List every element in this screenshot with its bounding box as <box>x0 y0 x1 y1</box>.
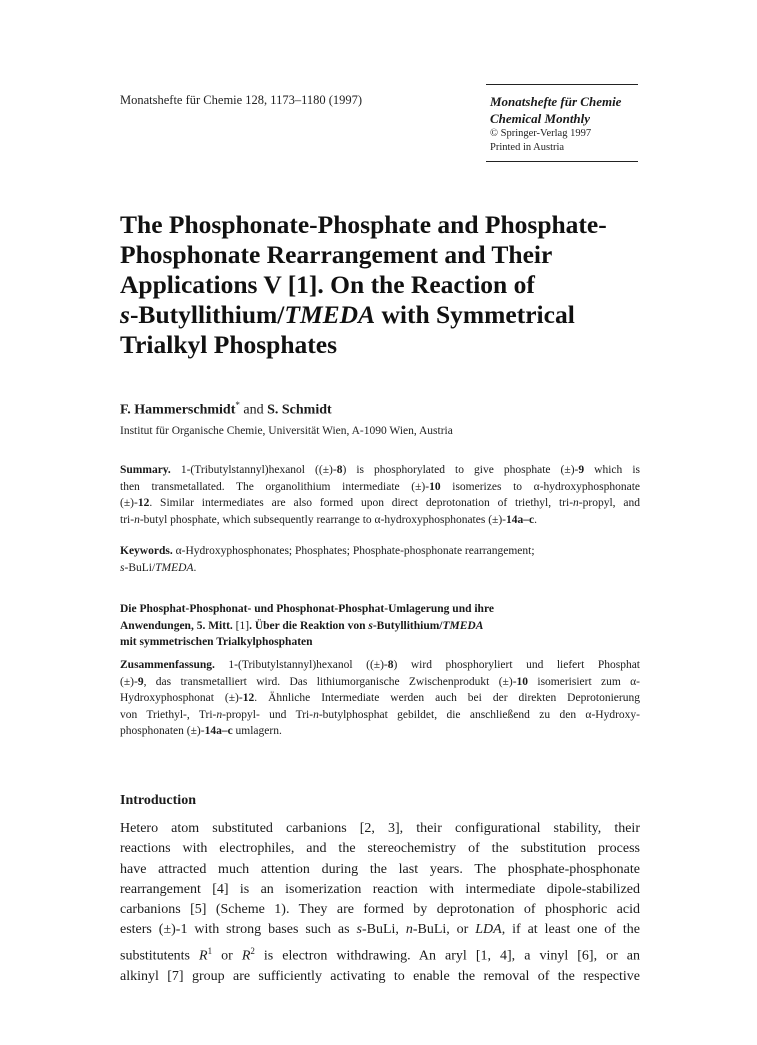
title-line: Phosphonate Rearrangement and Their <box>120 240 553 269</box>
keywords-line: s-BuLi/TMEDA. <box>120 561 197 574</box>
author-name: F. Hammerschmidt <box>120 402 236 418</box>
summary-line: tri-n-butyl phosphate, which subsequently rearrange to α-hydroxyphosphonates (±)-14a–c. <box>120 513 537 526</box>
author-conjunction: and <box>243 402 264 418</box>
body-line: alkinyl [7] group are sufficiently activating to enable the removal of the respective <box>120 968 640 984</box>
body-line: have attracted much attention during the last years. The phosphate-phosphonate <box>120 861 640 877</box>
keywords <box>120 543 640 576</box>
body-line: substitutents $R^1$ or $R^2$ is electron withdrawing. An aryl [1, 4], a vinyl [6], or an <box>120 945 640 964</box>
author-name: S. Schmidt <box>267 402 332 418</box>
title-line: Trialkyl Phosphates <box>120 330 338 359</box>
journal-citation: Monatshefte für Chemie 128, 1173–1180 (1997) <box>120 93 363 107</box>
affiliation: Institut für Organische Chemie, Universität Wien, A-1090 Wien, Austria <box>120 425 453 437</box>
zusammenfassung-abstract <box>120 657 640 740</box>
german-title-line: mit symmetrischen Trialkylphosphaten <box>120 636 313 648</box>
body-line: reactions with electrophiles, and the stereochemistry of the substitution process <box>120 841 640 857</box>
corresponding-mark: * <box>235 400 240 410</box>
journal-name: Monatshefte für Chemie <box>490 94 622 109</box>
body-line: esters (±)-1 with strong bases such as s-BuLi, n-BuLi, or LDA, if at least one of the <box>120 922 640 938</box>
journal-box <box>486 84 638 162</box>
german-title-line: Anwendungen, 5. Mitt. [1]. Über die Reaktion von s-Butyllithium/TMEDA <box>120 619 484 632</box>
german-title-line: Die Phosphat-Phosphonat- und Phosphonat-Phosphat-Umlagerung und ihre <box>120 603 494 615</box>
summary-abstract <box>120 462 640 528</box>
body-line: rearrangement [4] is an isomerization reaction with intermediate dipole-stabilized <box>120 881 640 897</box>
zusammenfassung-line: Zusammenfassung. 1-(Tributylstannyl)hexanol ((±)-8) wird phosphoryliert und liefert Phosphat <box>120 659 641 671</box>
paper-title <box>120 210 650 360</box>
zusammenfassung-line: phosphonaten (±)-14a–c umlagern. <box>120 725 282 737</box>
body-line: carbanions [5] (Scheme 1). They are formed by deprotonation of phosphoric acid <box>120 902 640 918</box>
zusammenfassung-line: (±)-9, das transmetalliert wird. Das lithiumorganische Zwischenprodukt (±)-10 isomerisiert zum α- <box>120 675 641 688</box>
body-line: Hetero atom substituted carbanions [2, 3], their configurational stability, their <box>120 821 640 836</box>
title-line: Applications V [1]. On the Reaction of <box>120 270 535 299</box>
summary-line: then transmetallated. The organolithium intermediate (±)-10 isomerizes to α-hydroxyphosphonate <box>120 480 640 493</box>
title-line: s-Butyllithium/TMEDA with Symmetrical <box>120 300 575 329</box>
summary-line: (±)-12. Similar intermediates are also formed upon direct deprotonation of triethyl, tri-n-propyl, and <box>120 497 640 509</box>
zusammenfassung-line: Hydroxyphosphonat (±)-12. Ähnliche Intermediate werden auch bei der direkten Deprotonierung <box>120 692 640 704</box>
printed-notice: Printed in Austria <box>490 142 565 153</box>
keywords-line: Keywords. α-Hydroxyphosphonates; Phosphates; Phosphate-phosphonate rearrangement; <box>120 545 535 557</box>
author-list <box>120 400 332 419</box>
journal-name-english: Chemical Monthly <box>490 111 591 126</box>
copyright-notice: © Springer-Verlag 1997 <box>490 128 592 139</box>
introduction-body <box>120 819 640 987</box>
zusammenfassung-line: von Triethyl-, Tri-n-propyl- und Tri-n-butylphosphat gebildet, die anschließend zu den α-Hydroxy- <box>120 708 641 721</box>
german-title <box>120 601 640 651</box>
summary-line: Summary. 1-(Tributylstannyl)hexanol ((±)-8) is phosphorylated to give phosphate (±)-9 which is <box>120 464 640 476</box>
title-line: The Phosphonate-Phosphate and Phosphate- <box>120 210 607 239</box>
section-heading-introduction: Introduction <box>120 793 196 808</box>
